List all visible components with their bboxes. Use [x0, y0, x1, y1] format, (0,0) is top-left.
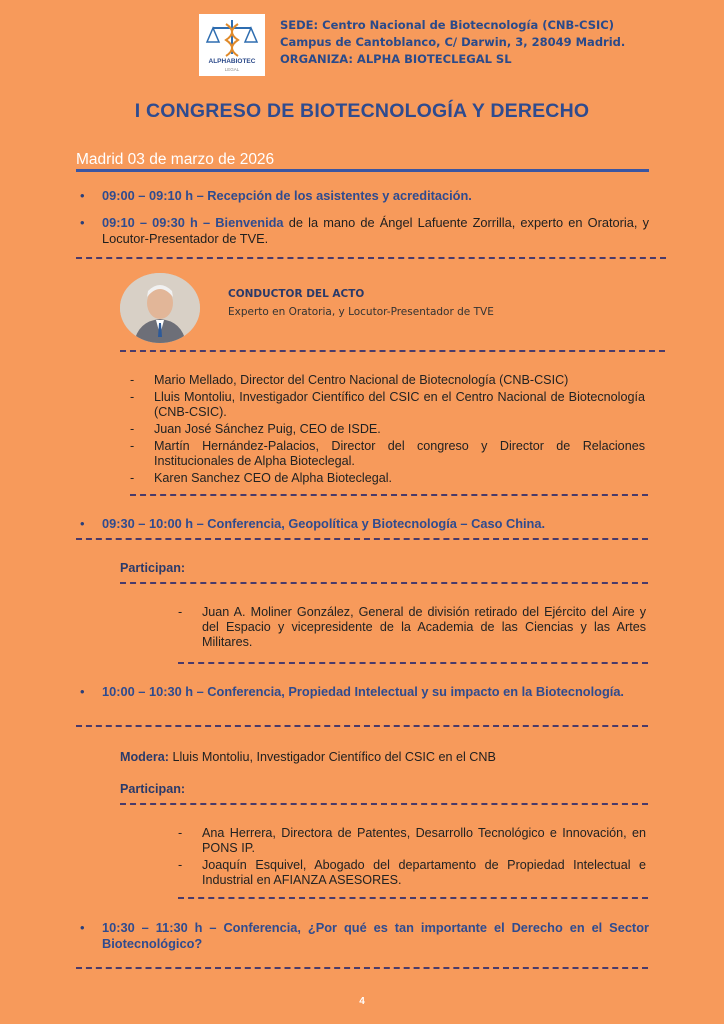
logo-subtext: LEGAL	[224, 67, 240, 72]
item-text: Conferencia, Propiedad Intelectual y su impacto en la Biotecnología.	[203, 684, 624, 699]
divider	[76, 538, 648, 543]
conductor-subtitle: Experto en Oratoria, y Locutor-Presentador de TVE	[228, 306, 494, 318]
alphabiotec-logo	[199, 14, 265, 76]
divider	[120, 803, 648, 808]
divider	[130, 494, 648, 499]
venue-line-2: Campus de Cantoblanco, C/ Darwin, 3, 28049 Madrid.	[280, 35, 626, 49]
divider	[178, 897, 648, 902]
page-number: 4	[359, 996, 365, 1007]
divider	[120, 350, 665, 355]
list-item: - Juan A. Moliner González, General de división retirado del Ejército del Aire y del Espacio y vicepresidente de la Academia de las Ciencias y las Artes Militares.	[178, 605, 646, 650]
item-text: Recepción de los asistentes y acreditación.	[203, 188, 472, 203]
divider	[76, 257, 666, 262]
divider	[178, 662, 648, 667]
agenda-item-geopolitics	[76, 516, 649, 532]
divider	[76, 725, 648, 730]
list-item: - Ana Herrera, Directora de Patentes, Desarrollo Tecnológico e Innovación, en PONS IP.	[178, 826, 646, 856]
item-time: 10:00 – 10:30 h –	[102, 684, 204, 699]
venue-info	[280, 17, 625, 68]
page-title: I CONGRESO DE BIOTECNOLOGÍA Y DERECHO	[134, 100, 590, 122]
date-underline	[76, 169, 649, 172]
item-text: Conferencia, ¿Por qué es tan importante el Derecho en el Sector Biotecnológico?	[102, 920, 649, 951]
bullet-icon: •	[80, 188, 85, 203]
list-item: - Mario Mellado, Director del Centro Nacional de Biotecnología (CNB-CSIC)	[130, 373, 645, 388]
list-item: - Karen Sanchez CEO de Alpha Bioteclegal.	[130, 471, 645, 486]
welcome-speakers-list	[130, 373, 645, 488]
list-item: - Juan José Sánchez Puig, CEO de ISDE.	[130, 422, 645, 437]
list-item: - Lluis Montoliu, Investigador Científico del CSIC en el Centro Nacional de Biotecnología (CNB-CSIC).	[130, 390, 645, 420]
item-bold: Bienvenida	[215, 215, 284, 230]
geopolitics-participants	[178, 605, 646, 652]
agenda-item-reception	[76, 188, 649, 204]
portrait-image	[120, 273, 200, 343]
item-time: 10:30 – 11:30 h –	[102, 920, 217, 935]
ip-participants	[178, 826, 646, 890]
logo-text: ALPHABIOTEC	[208, 58, 256, 65]
list-item: - Joaquín Esquivel, Abogado del departamento de Propiedad Intelectual e Industrial en AFIANZA ASESORES.	[178, 858, 646, 888]
participants-label: Participan:	[120, 561, 186, 575]
agenda-item-welcome	[76, 215, 649, 247]
agenda-item-law	[76, 920, 649, 952]
venue-line-3: ORGANIZA: ALPHA BIOTECLEGAL SL	[280, 52, 512, 66]
conductor-photo	[120, 273, 200, 343]
moderator-text: Lluis Montoliu, Investigador Científico del CSIC en el CNB	[168, 750, 496, 764]
item-time: 09:30 – 10:00 h –	[102, 516, 204, 531]
item-time: 09:10 – 09:30 h –	[102, 215, 216, 230]
venue-line-1: SEDE: Centro Nacional de Biotecnología (CNB-CSIC)	[280, 18, 614, 32]
list-item: - Martín Hernández-Palacios, Director del congreso y Director de Relaciones Institucionales de Alpha Bioteclegal.	[130, 439, 645, 469]
item-text: Conferencia, Geopolítica y Biotecnología – Caso China.	[203, 516, 546, 531]
moderator-line	[120, 750, 496, 764]
bullet-icon: •	[80, 215, 85, 230]
divider	[120, 582, 648, 587]
agenda-item-ip	[76, 684, 649, 700]
participants-label: Participan:	[120, 782, 186, 796]
item-text: de la mano de Ángel Lafuente Zorrilla, experto en Oratoria, y Locutor-Presentador de TVE.	[102, 215, 649, 246]
event-date: Madrid 03 de marzo de 2026	[76, 151, 275, 168]
bullet-icon: •	[80, 684, 85, 699]
moderator-label: Modera:	[120, 750, 169, 764]
conductor-heading: CONDUCTOR DEL ACTO	[228, 288, 365, 300]
bullet-icon: •	[80, 516, 85, 531]
divider	[76, 967, 648, 972]
bullet-icon: •	[80, 920, 85, 935]
item-time: 09:00 – 09:10 h –	[102, 188, 204, 203]
